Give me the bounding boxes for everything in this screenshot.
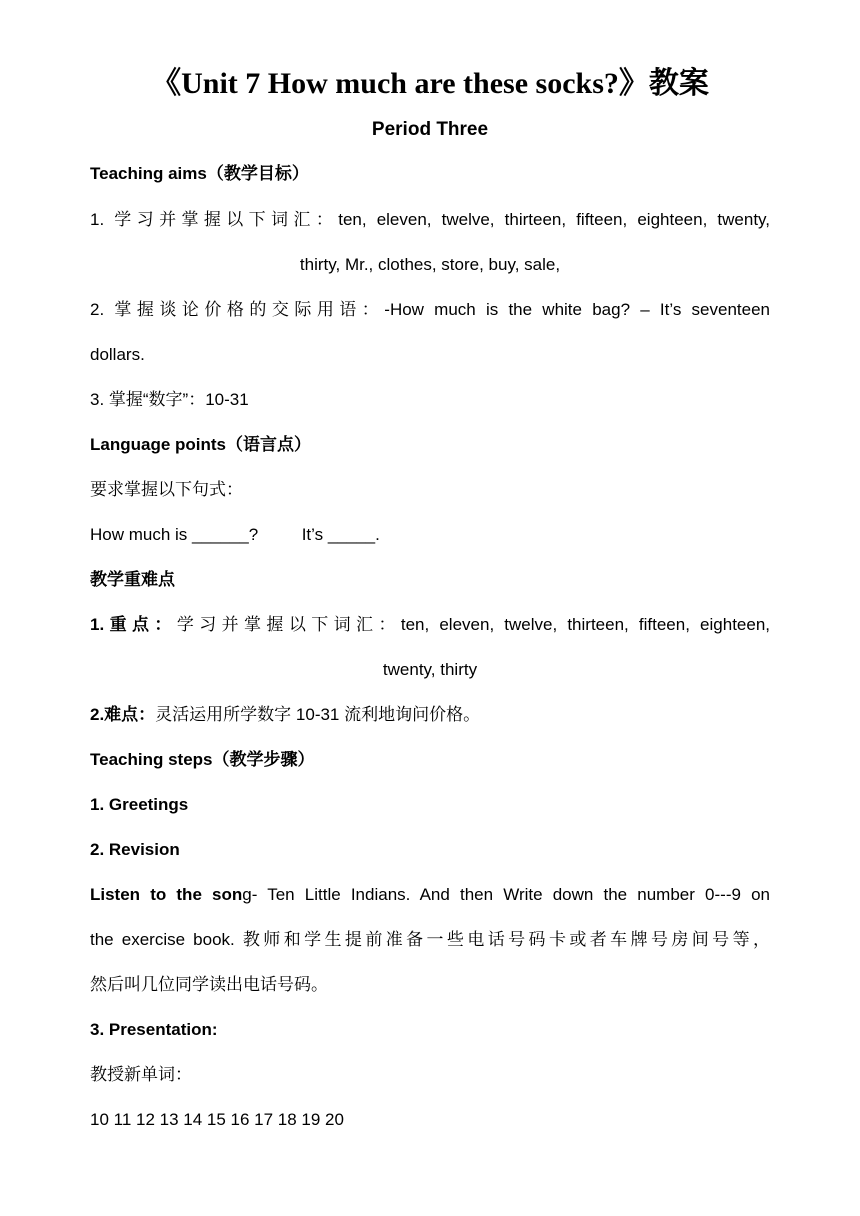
- revision-text-1: g- Ten Little Indians. And then Write down the number 0---9 on: [242, 885, 770, 904]
- section-heading-steps: Teaching steps（教学步骤）: [90, 750, 315, 769]
- hard-point-label: 2.难点：: [90, 705, 156, 724]
- document-title: 《Unit 7 How much are these socks?》教案: [151, 67, 709, 100]
- key-point-line-1: [90, 613, 770, 637]
- step-revision: 2. Revision: [90, 840, 180, 859]
- aims-item-1-line-1: 1. 学习并掌握以下词汇：ten, eleven, twelve, thirteen, fifteen, eighteen, twenty,: [90, 210, 770, 229]
- language-pattern: [90, 523, 770, 547]
- key-point-text: 学习并掌握以下词汇：ten, eleven, twelve, thirteen, fifteen, eighteen,: [176, 615, 771, 634]
- step-presentation: 3. Presentation:: [90, 1020, 218, 1039]
- step-greetings: 1. Greetings: [90, 795, 189, 814]
- hard-point-text: 灵活运用所学数字 10-31 流利地询问价格。: [155, 705, 481, 724]
- revision-line-1: [90, 883, 770, 907]
- key-point-label: 1.重点：: [90, 615, 177, 634]
- new-words-label: 教授新单词：: [90, 1065, 192, 1084]
- section-heading-aims: Teaching aims（教学目标）: [90, 164, 309, 183]
- key-point-line-2: twenty, thirty: [382, 660, 478, 679]
- aims-item-2-line-1: 2. 掌握谈论价格的交际用语：-How much is the white bag? – It’s seventeen: [90, 300, 770, 319]
- section-heading-language: Language points（语言点）: [90, 435, 311, 454]
- section-heading-difficulty: 教学重难点: [90, 570, 175, 589]
- language-intro: 要求掌握以下句式：: [90, 480, 243, 499]
- aims-item-3: 3. 掌握“数字”：10-31: [90, 390, 249, 409]
- pattern-answer: It’s _____.: [301, 525, 380, 544]
- aims-item-2-line-2: dollars.: [90, 345, 145, 364]
- revision-bold-lead: Listen to the son: [90, 885, 243, 904]
- hard-point: [90, 703, 770, 727]
- number-list: 10 11 12 13 14 15 16 17 18 19 20: [90, 1110, 344, 1129]
- pattern-question: How much is ______?: [90, 525, 259, 544]
- aims-item-1-line-2: thirty, Mr., clothes, store, buy, sale,: [299, 255, 561, 274]
- document-subtitle: Period Three: [371, 119, 489, 140]
- revision-line-2: the exercise book. 教师和学生提前准备一些电话号码卡或者车牌号房间号等，: [90, 930, 770, 949]
- revision-line-3: 然后叫几位同学读出电话号码。: [90, 975, 328, 994]
